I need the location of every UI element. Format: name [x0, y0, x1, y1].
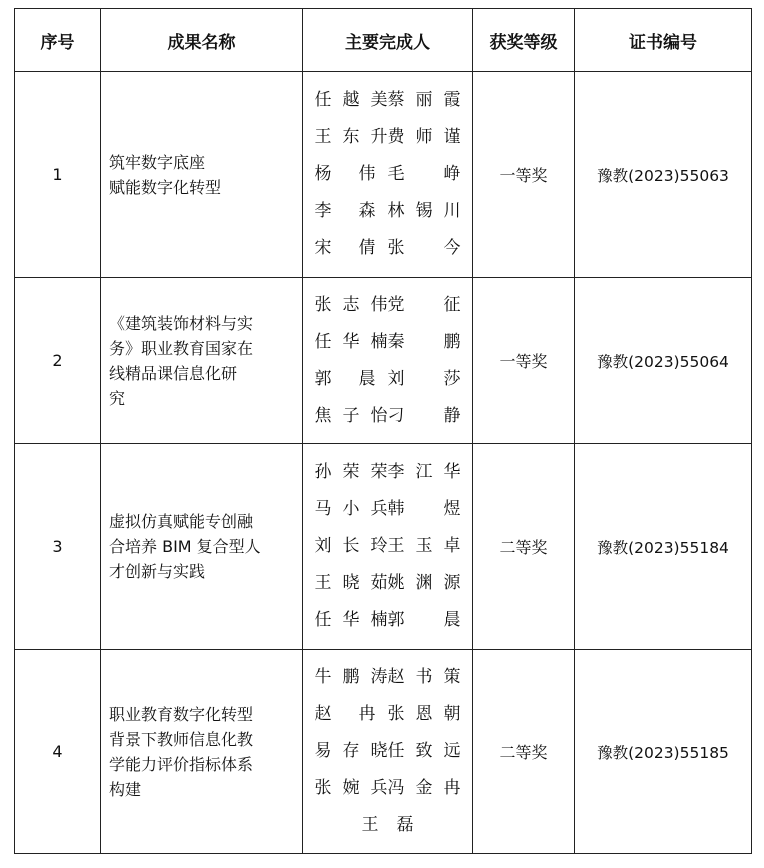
person-name: 易存晓 [314, 741, 388, 761]
person-name: 任越美 [314, 90, 388, 110]
award-level: 二等奖 [473, 444, 575, 650]
awards-table [14, 8, 752, 854]
award-level: 一等奖 [473, 72, 575, 278]
person-name: 任致远 [387, 741, 461, 761]
title-line: 《建筑装饰材料与实 [109, 313, 254, 333]
header-title: 成果名称 [101, 9, 303, 72]
person-name: 马小兵 [314, 499, 388, 519]
person-name: 张志伟 [314, 294, 388, 315]
people-cell [303, 72, 473, 278]
person-name: 赵书策 [387, 667, 461, 687]
title-line: 虚拟仿真赋能专创融 [109, 512, 254, 531]
row-index: 2 [15, 278, 101, 444]
person-name: 任华楠 [314, 610, 388, 630]
person-name: 蔡丽霞 [387, 90, 461, 110]
title-line: 构建 [109, 779, 142, 799]
person-name: 毛峥 [387, 164, 461, 184]
person-name: 杨伟 [314, 164, 376, 184]
certificate-number: 豫教(2023)55064 [575, 278, 752, 444]
person-name: 秦鹏 [387, 331, 461, 352]
person-name: 焦子怡 [314, 405, 388, 426]
certificate-number: 豫教(2023)55184 [575, 444, 752, 650]
person-name: 王磊 [361, 815, 432, 835]
header-cert: 证书编号 [575, 9, 752, 72]
person-name: 张今 [387, 238, 461, 258]
title-line: 务》职业教育国家在 [109, 338, 254, 358]
person-name: 宋倩 [314, 238, 376, 258]
person-name: 赵冉 [314, 704, 376, 724]
person-name: 姚渊源 [387, 573, 461, 593]
person-name: 刘长玲 [314, 536, 388, 556]
row-index: 4 [15, 650, 101, 854]
person-name: 郭晨 [314, 368, 376, 389]
title-line: 筑牢数字底座 [109, 152, 206, 172]
person-name: 费师谨 [387, 127, 461, 147]
table-row [15, 650, 752, 854]
person-name: 张恩朝 [387, 704, 461, 724]
person-name: 郭晨 [387, 610, 461, 630]
person-name: 党征 [387, 294, 461, 315]
person-name: 任华楠 [314, 331, 388, 352]
person-name: 王晓茹 [314, 573, 388, 593]
person-name: 刘莎 [387, 368, 461, 389]
people-cell [303, 650, 473, 854]
person-name: 王玉卓 [387, 536, 461, 556]
certificate-number: 豫教(2023)55063 [575, 72, 752, 278]
header-people: 主要完成人 [303, 9, 473, 72]
achievement-title [101, 444, 303, 650]
achievement-title [101, 650, 303, 854]
title-line: 究 [109, 388, 126, 408]
award-level: 一等奖 [473, 278, 575, 444]
person-name: 林锡川 [387, 201, 461, 221]
person-name: 孙荣荣 [314, 462, 388, 482]
person-name: 牛鹏涛 [314, 667, 388, 687]
person-name: 李森 [314, 201, 376, 221]
title-line: 赋能数字化转型 [109, 177, 222, 197]
people-cell [303, 278, 473, 444]
table-row [15, 72, 752, 278]
person-name: 李江华 [387, 462, 461, 482]
row-index: 1 [15, 72, 101, 278]
people-cell [303, 444, 473, 650]
title-line: 线精品课信息化研 [109, 363, 238, 383]
title-line: 合培养 BIM 复合型人 [109, 537, 261, 556]
header-row [15, 9, 752, 72]
achievement-title [101, 278, 303, 444]
person-name: 刁静 [387, 405, 461, 426]
row-index: 3 [15, 444, 101, 650]
title-line: 背景下教师信息化教 [109, 729, 254, 749]
header-index: 序号 [15, 9, 101, 72]
certificate-number: 豫教(2023)55185 [575, 650, 752, 854]
title-line: 才创新与实践 [109, 562, 206, 581]
table-row [15, 278, 752, 444]
achievement-title [101, 72, 303, 278]
header-level: 获奖等级 [473, 9, 575, 72]
person-name: 王东升 [314, 127, 388, 147]
table-row [15, 444, 752, 650]
person-name: 冯金冉 [387, 778, 461, 798]
person-name: 张婉兵 [314, 778, 388, 798]
award-level: 二等奖 [473, 650, 575, 854]
title-line: 学能力评价指标体系 [109, 754, 254, 774]
person-name: 韩煜 [387, 499, 461, 519]
title-line: 职业教育数字化转型 [109, 704, 254, 724]
